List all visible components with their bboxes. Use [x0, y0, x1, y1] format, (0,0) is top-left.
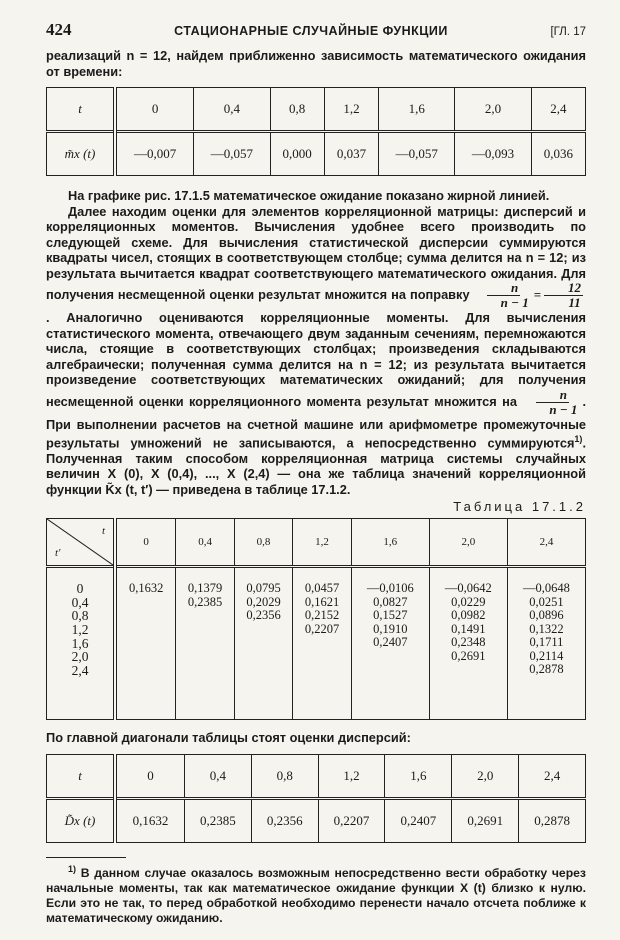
header-cell: 0,8 [270, 88, 324, 132]
intro-text: реализаций n = 12, найдем приближенно зависимость математического ожидания от времени: [46, 48, 586, 79]
column-cell [115, 567, 176, 720]
value-cell: 0,2207 [318, 798, 385, 842]
value-cell: 0,1527 [373, 608, 408, 623]
header-cell: 2,4 [519, 754, 586, 798]
paragraph-method-part-b: . Аналогично оцениваются корреляционные моменты. Для вычисления статистического момента, отвечающего двум заданным сечениям, перемножаются числа, стоящие в соответствующих столбцах; произведения складываются алгебраически; полученная сумма делится на n = 12; из результата вычитается произведение соответствующих математических ожиданий; для получения несмещенной оценки корреляционного момента результат множится на [46, 310, 586, 409]
footnote-text: В данном случае оказалось возможным непосредственно вести обработку через начальные моменты, так как математическое ожидание функции X (t) близко к нулю. Если это не так, то перед обработкой необходимо перенести начало отсчета поближе к математическому ожиданию. [46, 865, 586, 925]
value-cell: 0,2385 [184, 798, 251, 842]
value-cell: 0,1379 [187, 581, 223, 596]
row-label: 2,0 [71, 649, 89, 665]
value-cell: —0,0648 [523, 581, 570, 596]
value-cell: 0,2691 [452, 798, 519, 842]
footnote-divider [46, 857, 126, 858]
value-cell: —0,007 [115, 132, 194, 176]
mean-table [46, 87, 586, 176]
header-cell: 2,0 [455, 88, 531, 132]
correlation-table-body-row [47, 567, 586, 720]
value-cell: 0,2407 [385, 798, 452, 842]
header-cell: 0,8 [234, 519, 292, 567]
footnote-reference: 1) [574, 434, 583, 444]
value-cell: 0,1621 [304, 594, 340, 609]
table-caption: Таблица 17.1.2 [453, 499, 586, 515]
value-cell: 0,2407 [373, 635, 408, 650]
column-cell [429, 567, 507, 720]
row-label: 2,4 [71, 662, 89, 678]
header-cell: 0 [115, 754, 184, 798]
row-label: m̃x (t) [47, 132, 116, 176]
header-cell: 0,4 [176, 519, 234, 567]
value-cell: 0,000 [270, 132, 324, 176]
value-cell: 0,037 [324, 132, 378, 176]
row-label: t [47, 88, 116, 132]
correlation-table [46, 518, 586, 720]
row-label: 1,2 [71, 622, 89, 638]
value-cell: 0,2385 [187, 594, 223, 609]
value-cell: 0,2691 [451, 648, 486, 663]
value-cell: 0,2878 [519, 798, 586, 842]
row-label: D̃x (t) [47, 798, 116, 842]
paragraph-method-part-c: . При выполнении расчетов на счетной машине или арифмометре промежуточные результаты умножений не записываются, а непосредственно суммируются [46, 393, 586, 451]
value-cell: 0,2207 [304, 621, 340, 636]
header-cell: 0,4 [184, 754, 251, 798]
row-label: 1,6 [71, 635, 89, 651]
correction-fraction-2: $\frac{n}{n - 1}$ [525, 388, 579, 417]
value-cell: 0,0457 [304, 581, 340, 596]
row-label: 0,8 [71, 608, 89, 624]
correlation-table-header-row [47, 519, 586, 567]
header-cell: 2,0 [452, 754, 519, 798]
footnote [46, 862, 586, 926]
table-corner-cell [47, 519, 116, 567]
value-cell: 0,0229 [451, 594, 486, 609]
value-cell: 0,0827 [373, 594, 408, 609]
value-cell: 0,1632 [128, 581, 164, 596]
value-cell: 0,2348 [451, 635, 486, 650]
paragraph-diagonal: По главной диагонали таблицы стоят оценки дисперсий: [46, 730, 411, 746]
value-cell: —0,057 [194, 132, 270, 176]
value-cell: 0,2356 [246, 608, 281, 623]
header-cell: 2,0 [429, 519, 507, 567]
variance-table [46, 754, 586, 843]
row-label: 0 [76, 581, 84, 597]
correction-fraction: $\frac{n}{n - 1}$ [477, 281, 531, 310]
value-cell: 0,2114 [529, 648, 564, 663]
value-cell: 0,1322 [529, 621, 564, 636]
header-cell: 0,8 [251, 754, 318, 798]
paragraph-method-part-d: . Полученная таким способом корреляционная матрица системы случайных величин X (0), X (0,4), ..., X (2,4) — она же таблица значений корреляционной функции K̃x (t, t′) — приведена в таблице 17.1.2. [46, 435, 586, 497]
header-cell: 0,4 [194, 88, 270, 132]
header-cell: 0 [115, 519, 176, 567]
value-cell: 0,2356 [251, 798, 318, 842]
page-number: 424 [46, 20, 72, 39]
chapter-label: [ГЛ. 17 [550, 26, 586, 38]
header-cell: 1,6 [351, 519, 429, 567]
running-title: СТАЦИОНАРНЫЕ СЛУЧАЙНЫЕ ФУНКЦИИ [174, 24, 448, 38]
value-cell: 0,1711 [529, 635, 564, 650]
value-cell: 0,036 [531, 132, 585, 176]
value-cell: 0,0251 [529, 594, 564, 609]
value-cell: —0,0106 [366, 581, 414, 596]
column-cell [293, 567, 351, 720]
page [46, 20, 586, 926]
value-cell: 0,1632 [115, 798, 184, 842]
correction-fraction-value: $\frac{12}{11}$ [544, 281, 583, 310]
header-cell: 0 [115, 88, 194, 132]
mean-table-value-row [47, 132, 586, 176]
value-cell: 0,1491 [451, 621, 486, 636]
variance-table-value-row [47, 798, 586, 842]
value-cell: —0,0642 [444, 581, 492, 596]
column-cell [351, 567, 429, 720]
paragraph-graph: На графике рис. 17.1.5 математическое ожидание показано жирной линией. [68, 188, 550, 203]
value-cell: 0,0896 [529, 608, 564, 623]
value-cell: 0,2029 [246, 594, 281, 609]
value-cell: 0,0982 [451, 608, 486, 623]
corner-label-t-prime: t′ [55, 547, 61, 560]
header-cell: 1,2 [324, 88, 378, 132]
value-cell: 0,2152 [304, 608, 340, 623]
column-cell [507, 567, 585, 720]
row-labels-column [47, 567, 116, 720]
row-label: 0,4 [71, 594, 89, 610]
header-cell: 2,4 [507, 519, 585, 567]
paragraph-method: Далее находим оценки для элементов корреляционной матрицы: дисперсий и корреляционных моментов. Вычисления удобнее всего производить по следующей схеме. Для вычисления статистической дисперсии суммируются квадраты чисел, стоящих в соответствующем столбце; сумма делится на n = 12; из результата вычитается квадрат соответствующего математического ожидания. Для получения несмещенной оценки результат множится на поправку $\frac{n}{n - 1}$ = $\frac{12}{11}$ . Аналогично оцениваются корреляционные моменты. Для вычисления статистического момента, отвечающего двум заданным сечениям, перемножаются числа, стоящие в соответствующих столбцах; произведения складываются алгебраически; полученная сумма делится на n = 12; из результата вычитается произведение соответствующих математических ожиданий; для получения несмещенной оценки корреляционного момента результат множится на $\frac{n}{n - 1}$ . При выполнении расчетов на счетной машине или арифмометре промежуточные результаты умножений не записываются, а непосредственно суммируются$^{1)}$. Полученная таким способом корреляционная матрица системы случайных величин X (0), X (0,4), ..., X (2,4) — она же таблица значений корреляционной функции K̃x (t, t′) — приведена в таблице 17.1.2. [46, 203, 586, 497]
header-cell: 2,4 [531, 88, 585, 132]
value-cell: —0,093 [455, 132, 531, 176]
value-cell: 0,0795 [246, 581, 281, 596]
row-label: t [47, 754, 116, 798]
mean-table-header-row [47, 88, 586, 132]
header-cell: 1,2 [293, 519, 351, 567]
footnote-mark: 1) [68, 863, 77, 874]
value-cell: —0,057 [379, 132, 455, 176]
column-cell [234, 567, 292, 720]
header-cell: 1,6 [379, 88, 455, 132]
header-cell: 1,2 [318, 754, 385, 798]
value-cell: 0,1910 [373, 621, 408, 636]
value-cell: 0,2878 [529, 662, 564, 677]
column-cell [176, 567, 234, 720]
variance-table-header-row [47, 754, 586, 798]
paragraph-method-part-a: Далее находим оценки для элементов корреляционной матрицы: дисперсий и корреляционных моментов. Вычисления удобнее всего производить по следующей схеме. Для вычисления статистической дисперсии суммируются квадраты чисел, стоящих в соответствующем столбце; сумма делится на n = 12; из результата вычитается квадрат соответствующего математического ожидания. Для получения несмещенной оценки результат множится на поправку [46, 203, 586, 302]
running-header [46, 20, 586, 40]
corner-label-t: t [101, 525, 105, 538]
header-cell: 1,6 [385, 754, 452, 798]
